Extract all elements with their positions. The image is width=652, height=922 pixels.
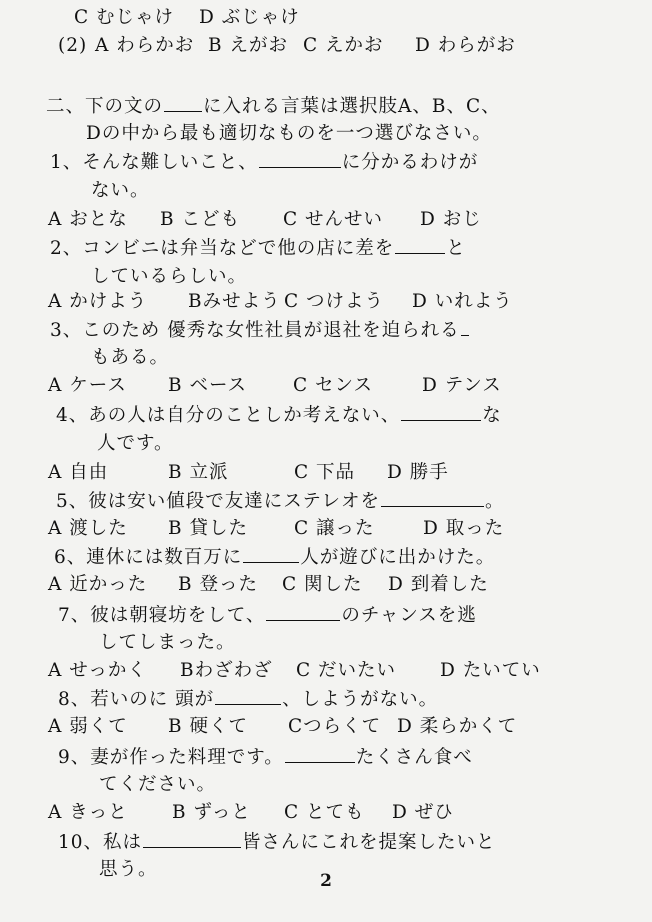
question-4-cont: 人です。: [97, 433, 174, 454]
question-2: [50, 236, 466, 261]
option: D たいてい: [440, 660, 541, 681]
option: B えがお: [208, 35, 288, 56]
option: B 貸した: [168, 518, 248, 539]
option: C えかお: [303, 35, 384, 56]
option: Bわざわざ: [180, 660, 273, 681]
prev-options-row-2: [58, 34, 516, 58]
option: C つけよう: [284, 291, 385, 312]
blank: [164, 94, 202, 112]
question-text: 人が遊びに出かけた。: [300, 547, 496, 568]
option: C 譲った: [294, 518, 375, 539]
options-4: [48, 461, 449, 485]
option: A 渡した: [48, 518, 128, 539]
options-6: [48, 573, 489, 597]
option: D 勝手: [387, 462, 449, 483]
option: A 近かった: [48, 574, 148, 595]
option: A せっかく: [48, 660, 147, 681]
option: A おとな: [48, 209, 128, 230]
question-6: [54, 545, 495, 570]
option: C センス: [293, 375, 373, 396]
section-heading: [46, 94, 501, 119]
page-number: 2: [320, 871, 332, 891]
question-10-cont: 思う。: [99, 859, 158, 880]
blank: [259, 150, 341, 168]
option: D おじ: [420, 209, 482, 230]
option: B 硬くて: [168, 716, 248, 737]
option: B ベース: [168, 375, 248, 396]
option: C とても: [284, 802, 365, 823]
question-text: 6、連休には数百万に: [54, 547, 243, 568]
question-10: [58, 830, 496, 855]
options-8: [48, 715, 517, 739]
option: A かけよう: [48, 291, 148, 312]
question-text: 10、私は: [58, 832, 143, 853]
question-text: たくさん食べ: [355, 747, 473, 768]
blank: [401, 403, 481, 421]
options-3: [48, 374, 502, 398]
blank: [381, 489, 484, 507]
question-text: 8、若いのに 頭が: [58, 689, 215, 710]
heading-text: 二、下の文の: [46, 96, 164, 117]
options-5: [48, 517, 504, 541]
question-1: [50, 150, 478, 175]
option: A わらかお: [95, 35, 195, 56]
question-text: 皆さんにこれを提案したいと: [242, 832, 496, 853]
options-2: [48, 290, 513, 314]
option: D 柔らかくて: [397, 716, 518, 737]
option: C 関した: [282, 574, 363, 595]
question-text: 9、妻が作った料理です。: [58, 747, 284, 768]
question-9: [58, 745, 473, 770]
question-text: 1、そんな難しいこと、: [50, 152, 258, 173]
option: D ぜひ: [392, 802, 454, 823]
option: B 立派: [168, 462, 229, 483]
option: D 取った: [423, 518, 505, 539]
options-1: [48, 208, 482, 232]
question-text: と: [446, 238, 466, 259]
question-1-cont: ない。: [91, 180, 150, 201]
option: D テンス: [422, 375, 502, 396]
option: D いれよう: [412, 291, 513, 312]
option: B こども: [160, 209, 240, 230]
option: A きっと: [48, 802, 128, 823]
blank: [395, 236, 445, 254]
question-8: [58, 687, 438, 712]
section-instruction: Dの中から最も適切なものを一つ選びなさい。: [86, 123, 492, 144]
options-9: [48, 801, 454, 825]
blank: [215, 687, 281, 705]
question-number: (2): [58, 35, 88, 56]
question-text: な: [482, 405, 502, 426]
question-text: 4、あの人は自分のことしか考えない、: [56, 405, 401, 426]
option: C せんせい: [283, 209, 384, 230]
question-text: 5、彼は安い値段で友達にステレオを: [56, 491, 381, 512]
option: D ぶじゃけ: [199, 7, 300, 28]
option: Bみせよう: [188, 291, 281, 312]
option: C むじゃけ: [74, 7, 175, 28]
prev-options-row: [74, 6, 300, 30]
option: B ずっと: [172, 802, 251, 823]
question-3-cont: もある。: [91, 347, 170, 368]
question-5: [56, 489, 505, 514]
option: A 自由: [48, 462, 109, 483]
question-text: 。: [485, 491, 505, 512]
option: C だいたい: [296, 660, 397, 681]
option: B 登った: [178, 574, 258, 595]
question-4: [56, 403, 502, 428]
blank: [143, 830, 241, 848]
question-2-cont: しているらしい。: [91, 266, 248, 287]
option: A ケース: [48, 375, 127, 396]
question-text: に分かるわけが: [341, 152, 479, 173]
option: D 到着した: [388, 574, 489, 595]
blank: [243, 545, 299, 563]
option: Cつらくて: [288, 716, 382, 737]
heading-text: に入れる言葉は選択肢A、B、C、: [203, 96, 501, 117]
question-9-cont: てください。: [99, 774, 217, 795]
question-text: 7、彼は朝寝坊をして、: [58, 605, 266, 626]
question-7: [58, 603, 477, 628]
options-7: [48, 659, 541, 683]
question-3: [50, 318, 470, 343]
blank: [285, 745, 355, 763]
option: D わらがお: [415, 35, 516, 56]
blank: [266, 603, 340, 621]
question-7-cont: してしまった。: [99, 632, 236, 653]
option: A 弱くて: [48, 716, 128, 737]
question-text: 2、コンビニは弁当などで他の店に差を: [50, 238, 395, 259]
blank: [461, 318, 469, 336]
option: C 下品: [294, 462, 356, 483]
question-text: のチャンスを逃: [341, 605, 477, 626]
question-text: 3、このため 優秀な女性社員が退社を迫られる: [50, 320, 460, 341]
question-text: 、しようがない。: [282, 689, 439, 710]
